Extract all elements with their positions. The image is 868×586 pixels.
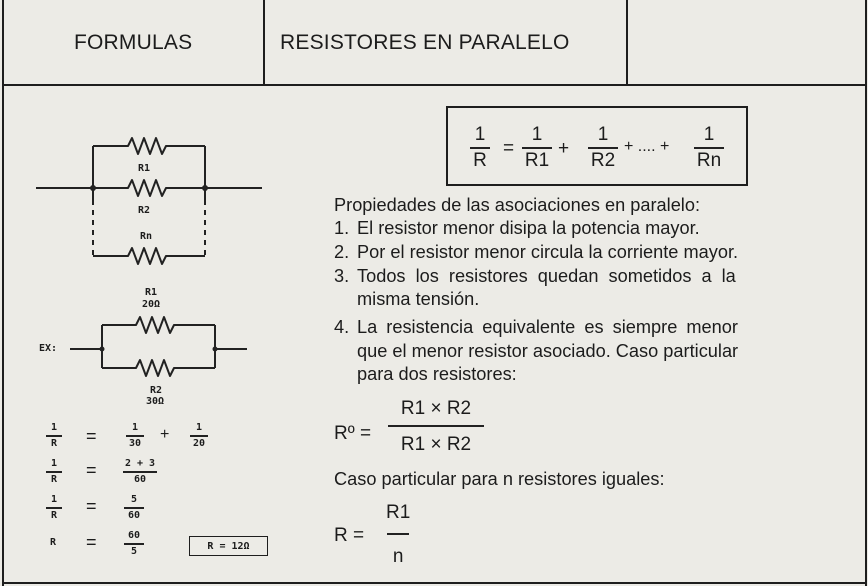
- calc-row2-eq: =: [86, 460, 97, 480]
- example-r1-value: 20Ω: [142, 299, 161, 310]
- property-1-text: El resistor menor disipa la potencia mayor.: [357, 218, 700, 238]
- property-2-number: 2.: [334, 242, 350, 262]
- property-4-number: 4.: [334, 317, 350, 337]
- property-3-text-line2: misma tensión.: [357, 289, 480, 309]
- n-equal-fraction: R1 n: [386, 502, 411, 567]
- example-resistor-r2-symbol: [102, 360, 215, 376]
- example-result-box: [189, 536, 268, 556]
- property-4-text-line3: para dos resistores:: [357, 364, 517, 384]
- resistor-r2-symbol: [93, 180, 205, 196]
- property-4-text-line2: que el menor resistor asociado. Caso particular: [357, 341, 739, 361]
- example-prefix: EX:: [39, 343, 58, 354]
- calc-row4-eq: =: [86, 532, 97, 552]
- calc-row1-plus: +: [160, 426, 170, 443]
- main-formula-lhs: 1 R: [470, 124, 490, 172]
- example-resistor-r1-symbol: [102, 317, 215, 333]
- main-formula-term-rn: 1 Rn: [694, 124, 724, 172]
- calc-row1-rhs2: 1 20: [190, 422, 208, 450]
- example-r2-value: 30Ω: [146, 396, 165, 407]
- calc-row2-lhs: 1 R: [46, 458, 62, 486]
- n-equal-lhs: R =: [334, 525, 365, 546]
- diagram-label-r1: R1: [138, 163, 151, 174]
- example-r2-name: R2: [150, 385, 163, 396]
- header-title-text: RESISTORES EN PARALELO: [280, 31, 570, 54]
- resistor-rn-symbol: [93, 248, 205, 264]
- property-4-text-line1: La resistencia equivalente es siempre menor: [357, 317, 738, 337]
- example-result-text: R = 12Ω: [207, 540, 250, 552]
- calc-row1-rhs1: 1 30: [126, 422, 144, 450]
- diagram-label-rn: Rn: [140, 231, 153, 242]
- header-formulas-text: FORMULAS: [74, 31, 193, 54]
- calc-row1-lhs: 1 R: [46, 422, 62, 450]
- n-equal-caption: Caso particular para n resistores iguales:: [334, 469, 665, 489]
- properties-heading: Propiedades de las asociaciones en paralelo:: [334, 195, 701, 215]
- property-1-number: 1.: [334, 218, 350, 238]
- main-formula-eq: =: [503, 138, 515, 159]
- calc-row2-rhs: 2 + 3 60: [124, 458, 156, 485]
- resistor-r1-symbol: [93, 138, 205, 154]
- calc-row3-eq: =: [86, 496, 97, 516]
- property-3-text-line1: Todos los resistores quedan sometidos a la: [357, 266, 736, 286]
- main-formula-plus: +: [558, 138, 570, 159]
- example-r1-name: R1: [145, 287, 158, 298]
- diagram-label-r2: R2: [138, 205, 151, 216]
- calc-row4-rhs: 60 5: [124, 530, 144, 558]
- calc-row4-lhs: R: [50, 537, 57, 548]
- calc-row3-lhs: 1 R: [46, 494, 62, 522]
- main-formula-term-r2: 1 R2: [588, 124, 618, 172]
- two-resistors-lhs: Rº =: [334, 423, 372, 444]
- main-formula-dots: + .... +: [624, 138, 670, 155]
- two-resistors-fraction: R1 × R2 R1 × R2: [388, 397, 484, 457]
- calc-row3-rhs: 5 60: [124, 494, 144, 522]
- calc-row1-eq: =: [86, 426, 97, 446]
- property-3-number: 3.: [334, 266, 350, 286]
- property-2-text: Por el resistor menor circula la corriente mayor.: [357, 242, 739, 262]
- main-formula-term-r1: 1 R1: [522, 124, 552, 172]
